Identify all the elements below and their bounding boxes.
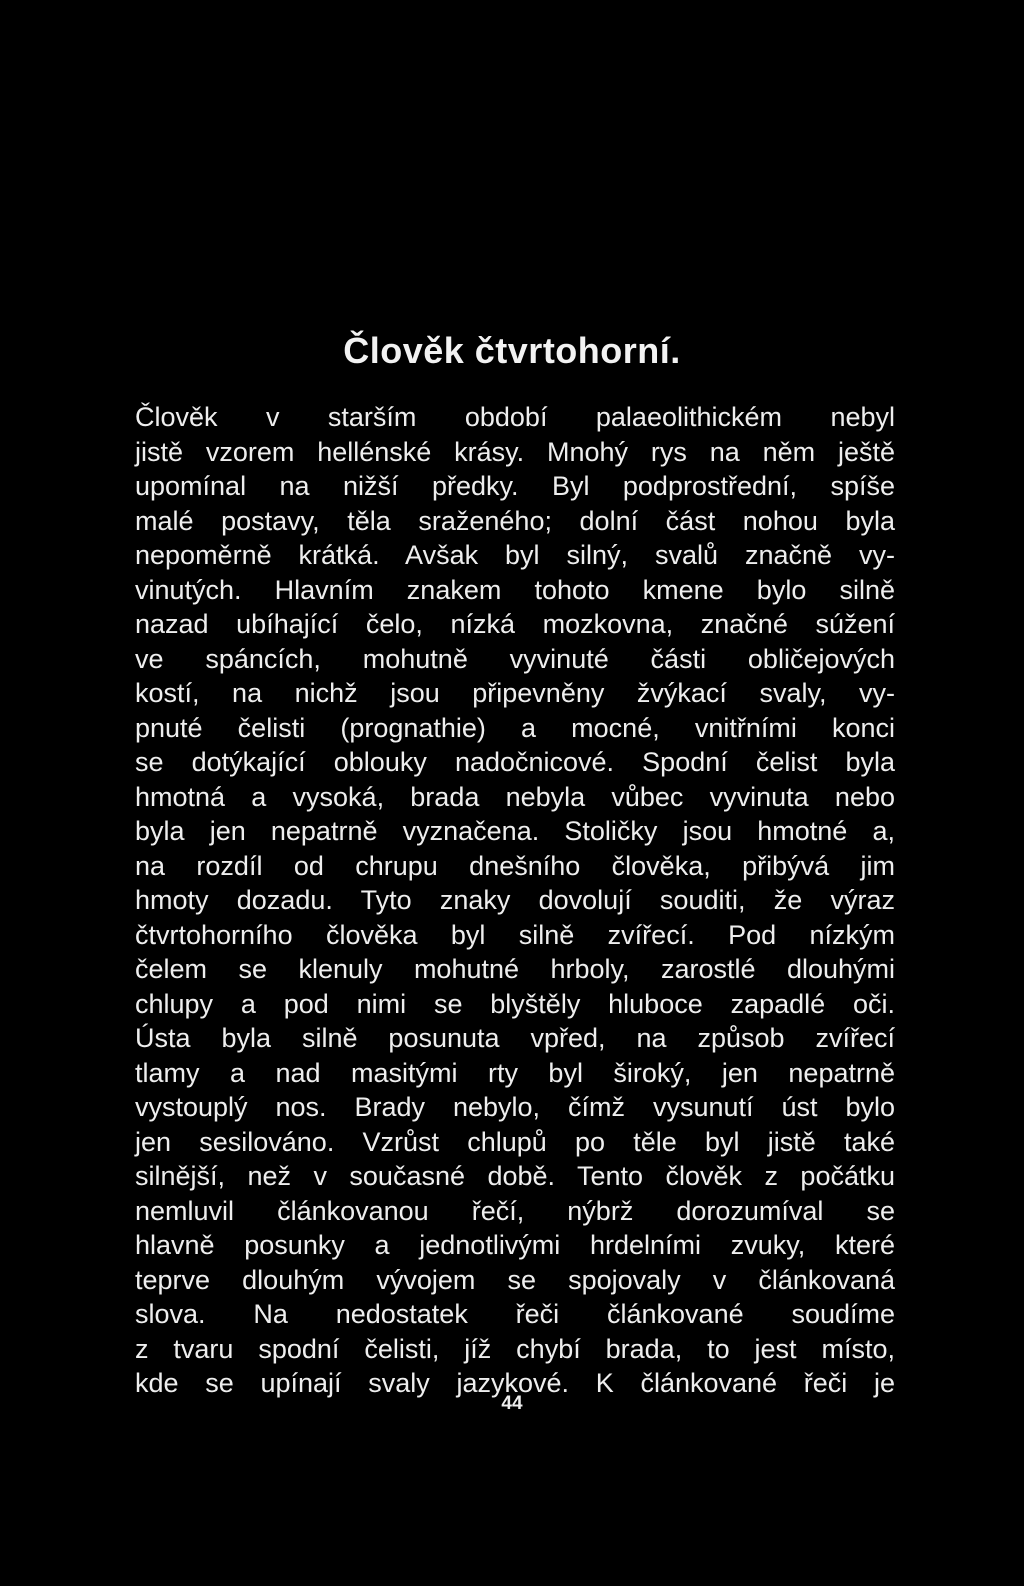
body-text — [135, 400, 895, 1401]
text-line: pnuté čelisti (prognathie) a mocné, vnitřními konci — [135, 712, 895, 743]
text-line: Ústa byla silně posunuta vpřed, na způsob zvířecí — [135, 1023, 895, 1053]
text-line: chlupy a pod nimi se blyštěly hluboce zapadlé oči. — [135, 988, 895, 1019]
text-line: na rozdíl od chrupu dnešního člověka, přibývá jim — [135, 850, 895, 881]
text-line: Člověk v starším období palaeolithickém nebyl — [135, 402, 895, 432]
text-line: upomínal na nižší předky. Byl podprostřední, spíše — [135, 471, 895, 501]
text-line: kde se upínají svaly jazykové. K článkované řeči je — [135, 1368, 895, 1398]
text-line: jen sesilováno. Vzrůst chlupů po těle byl jistě také — [135, 1126, 895, 1157]
text-line: jistě vzorem hellénské krásy. Mnohý rys na něm ještě — [135, 436, 895, 467]
text-line: malé postavy, těla sraženého; dolní část nohou byla — [135, 505, 895, 536]
text-line: se dotýkající oblouky nadočnicové. Spodní čelist byla — [135, 747, 895, 777]
text-line: silnější, než v současné době. Tento člověk z počátku — [135, 1161, 895, 1191]
text-line: hmotná a vysoká, brada nebyla vůbec vyvinuta nebo — [135, 781, 895, 812]
text-line: ve spáncích, mohutně vyvinuté části obličejových — [135, 643, 895, 674]
text-line: byla jen nepatrně vyznačena. Stoličky jsou hmotné a, — [135, 816, 895, 846]
chapter-title: Člověk čtvrtohorní. — [343, 330, 681, 371]
text-line: tlamy a nad masitými rty byl široký, jen nepatrně — [135, 1057, 895, 1088]
text-line: kostí, na nichž jsou připevněny žvýkací svaly, vy- — [135, 678, 895, 708]
page-number: 44 — [501, 1393, 523, 1414]
text-line: čtvrtohorního člověka byl silně zvířecí. Pod nízkým — [135, 919, 895, 950]
text-line: nepoměrně krátká. Avšak byl silný, svalů značně vy- — [135, 540, 895, 570]
text-line: čelem se klenuly mohutné hrboly, zarostlé dlouhými — [135, 954, 895, 984]
text-line: z tvaru spodní čelisti, jíž chybí brada, to jest místo, — [135, 1333, 895, 1364]
text-line: hlavně posunky a jednotlivými hrdelními zvuky, které — [135, 1230, 895, 1260]
text-line: hmoty dozadu. Tyto znaky dovolují souditi, že výraz — [135, 885, 895, 915]
text-line: nemluvil článkovanou řečí, nýbrž dorozumíval se — [135, 1195, 895, 1226]
text-line: slova. Na nedostatek řeči článkované soudíme — [135, 1299, 895, 1329]
text-line: teprve dlouhým vývojem se spojovaly v článkovaná — [135, 1264, 895, 1295]
text-line: vystouplý nos. Brady nebylo, čímž vysunutí úst bylo — [135, 1092, 895, 1122]
text-line: nazad ubíhající čelo, nízká mozkovna, značné súžení — [135, 609, 895, 639]
text-line: vinutých. Hlavním znakem tohoto kmene bylo silně — [135, 574, 895, 605]
